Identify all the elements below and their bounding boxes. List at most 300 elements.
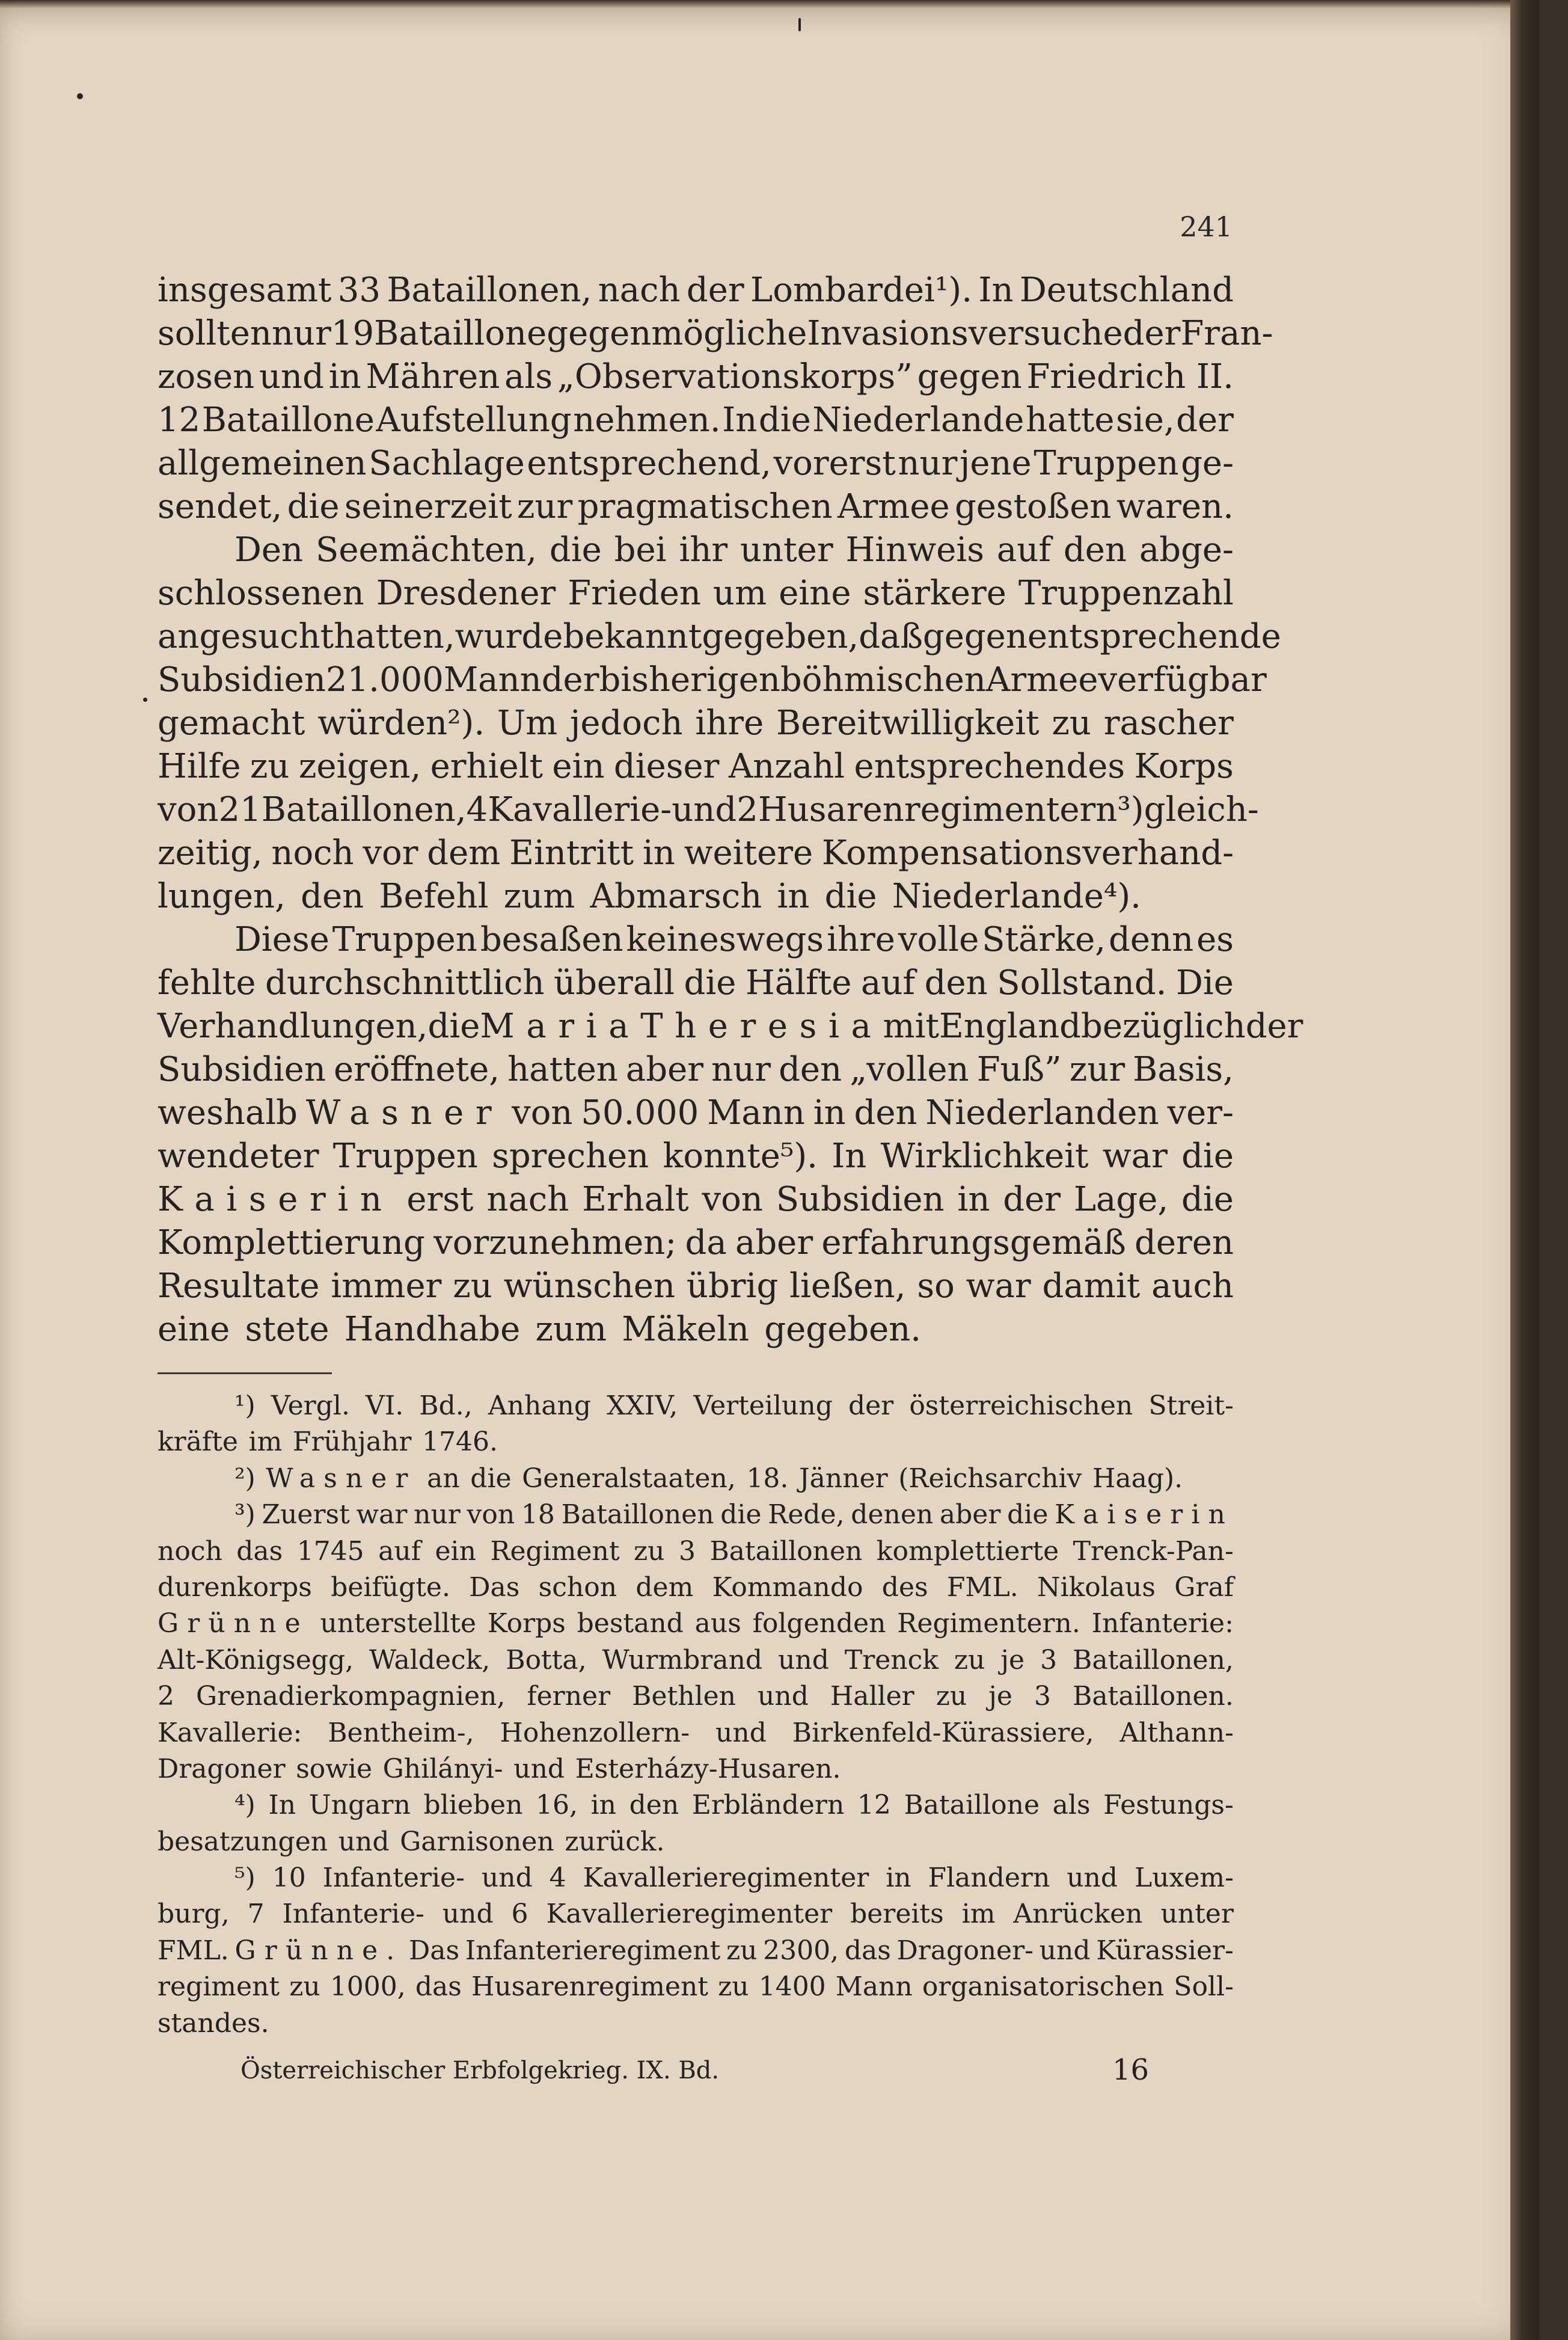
word: regiment xyxy=(158,1971,280,2003)
word: wünschen xyxy=(503,1267,676,1306)
word: verfügbar xyxy=(1098,660,1267,699)
word: zu xyxy=(718,1971,749,2003)
word: und xyxy=(513,1753,565,1784)
word: mit xyxy=(883,1007,940,1046)
word: 12 xyxy=(857,1790,891,1821)
word: dem xyxy=(427,834,501,873)
text-line xyxy=(158,486,1234,528)
word: bekanntgegeben, xyxy=(563,617,859,656)
word: von xyxy=(158,790,219,829)
word: in xyxy=(642,834,675,873)
word: war xyxy=(1102,1137,1168,1176)
word: Luxem- xyxy=(1134,1862,1234,1894)
scan-top-edge xyxy=(0,0,1539,8)
page-footer xyxy=(240,2053,1150,2093)
footnotes xyxy=(158,1388,1234,2042)
word: 4 xyxy=(549,1862,566,1894)
word: so xyxy=(917,1267,955,1306)
footnote-line xyxy=(158,1860,1234,1896)
word: würden²). xyxy=(317,704,485,743)
word: nur xyxy=(898,444,958,483)
word: sowie xyxy=(296,1753,373,1784)
text-line xyxy=(158,1049,1234,1091)
word: Erhalt xyxy=(582,1180,689,1219)
main-text xyxy=(158,269,1303,1352)
word: eine xyxy=(158,1310,230,1349)
word: 3 xyxy=(678,1535,696,1567)
word: Festungs- xyxy=(1103,1790,1234,1821)
word: ihr xyxy=(679,530,728,570)
word: Husarenregimentern³) xyxy=(758,790,1144,829)
word: Bataillone xyxy=(904,1790,1040,1821)
text-line xyxy=(158,1135,1234,1178)
word: auf xyxy=(378,1535,421,1567)
word: sendet, xyxy=(158,487,283,526)
word: Wasner xyxy=(266,1463,417,1494)
word: Invasionsversuche xyxy=(807,314,1123,353)
word: Fran- xyxy=(1180,314,1273,353)
word: nur xyxy=(271,314,331,353)
word: zu xyxy=(289,1971,320,2003)
word: schlossenen xyxy=(158,574,364,613)
word: es xyxy=(1196,920,1234,959)
word: Diese xyxy=(234,920,329,959)
word: dem xyxy=(635,1571,694,1603)
word: ver- xyxy=(1167,1093,1234,1132)
word: 50.000 xyxy=(581,1093,699,1132)
word: ein xyxy=(552,747,605,786)
word: Dragoner xyxy=(158,1753,286,1784)
word: aber xyxy=(625,1050,704,1089)
word: zeitig, xyxy=(158,834,263,873)
word: Haag). xyxy=(1092,1463,1183,1494)
word: den xyxy=(779,1050,842,1089)
word: Anrücken xyxy=(1013,1899,1143,1930)
word: Bataillonen, xyxy=(387,271,592,310)
word: und xyxy=(1067,1862,1118,1894)
word: Verteilung xyxy=(693,1390,833,1421)
word: Trenck xyxy=(844,1644,939,1675)
word: Infanterie- xyxy=(322,1862,465,1894)
word: Infanterie: xyxy=(1091,1608,1234,1639)
word: Kaiserin xyxy=(158,1180,394,1219)
word: seinerzeit xyxy=(344,487,512,526)
word: besaßen xyxy=(480,920,623,959)
word: als xyxy=(504,357,553,396)
text-line xyxy=(158,269,1234,312)
text-line xyxy=(158,962,1234,1004)
word: in xyxy=(590,1790,617,1821)
word: FML. xyxy=(158,1935,229,1966)
word: in xyxy=(957,1180,990,1219)
footnote-line xyxy=(158,1497,1234,1532)
word: den xyxy=(924,963,988,1003)
text-line xyxy=(158,876,1234,918)
word: die xyxy=(1181,1180,1234,1219)
word: in xyxy=(777,877,810,916)
word: zum xyxy=(503,877,575,916)
word: insgesamt xyxy=(158,271,332,310)
word: von xyxy=(702,1180,763,1219)
word: zeigen, xyxy=(298,747,421,786)
word: als xyxy=(1052,1790,1091,1821)
word: volle xyxy=(898,920,979,959)
word: Wurmbrand xyxy=(602,1644,763,1675)
word: stete xyxy=(245,1310,329,1349)
word: Bentheim-, xyxy=(328,1717,474,1748)
word: Deutschland xyxy=(1019,271,1234,310)
word: angesucht xyxy=(158,617,334,656)
word: zur xyxy=(1069,1050,1125,1089)
word: von xyxy=(467,1499,515,1531)
word: eröffnete, xyxy=(333,1050,500,1089)
word: gleich- xyxy=(1144,790,1259,829)
text-line xyxy=(158,313,1273,355)
text-line xyxy=(158,1309,1234,1351)
word: und xyxy=(259,357,324,396)
word: je xyxy=(988,1681,1012,1712)
word: Aufstellung xyxy=(376,401,572,440)
word: Frieden xyxy=(568,574,701,613)
word: Bataillonen, xyxy=(261,790,467,829)
text-line xyxy=(158,1179,1234,1221)
word: österreichischen xyxy=(909,1390,1133,1421)
word: Komplettierung xyxy=(158,1223,425,1262)
word: vorerst xyxy=(773,444,896,483)
word: die xyxy=(1181,1137,1234,1176)
word: jene xyxy=(959,444,1032,483)
word: 12 xyxy=(158,401,201,440)
word: Trenck-Pan- xyxy=(1073,1535,1234,1567)
word: und xyxy=(758,1681,809,1712)
word: Hilfe xyxy=(158,747,241,786)
word: 4 xyxy=(466,790,488,829)
word: Mann xyxy=(707,1093,805,1132)
word: abge- xyxy=(1139,530,1234,570)
word: 6 xyxy=(511,1899,528,1930)
word: Niederlanden xyxy=(925,1093,1159,1132)
word: „vollen xyxy=(850,1050,969,1089)
word: blieben xyxy=(423,1790,523,1821)
text-line xyxy=(158,746,1234,788)
word: Kavallerieregimenter xyxy=(583,1862,869,1894)
word: 10 xyxy=(272,1862,306,1894)
text-line xyxy=(158,356,1234,398)
word: und xyxy=(778,1644,829,1675)
footnote-line xyxy=(158,2006,1234,2041)
word: organisatorischen xyxy=(922,1971,1165,2003)
word: immer xyxy=(331,1267,442,1306)
word: den xyxy=(1063,530,1127,570)
word: aber xyxy=(939,1499,1001,1531)
word: Alt-Königsegg, xyxy=(158,1644,354,1675)
word: jedoch xyxy=(570,704,683,743)
word: noch xyxy=(271,834,354,873)
word: lungen, xyxy=(158,877,286,916)
word: Die xyxy=(1175,963,1234,1003)
word: Bataillonen, xyxy=(1073,1644,1234,1675)
word: bei xyxy=(614,530,667,570)
word: Stärke, xyxy=(982,920,1106,959)
word: und xyxy=(481,1862,533,1894)
word: In xyxy=(978,271,1014,310)
word: folgenden xyxy=(752,1608,886,1639)
word: nach xyxy=(598,271,681,310)
word: Truppen xyxy=(1034,444,1179,483)
word: sollten xyxy=(158,314,272,353)
footer-title: Österreichischer Erbfolgekrieg. IX. Bd. xyxy=(240,2057,720,2084)
word: Bereitwilligkeit xyxy=(776,704,1040,743)
word: vorzunehmen; xyxy=(433,1223,677,1262)
word: böhmischen xyxy=(780,660,986,699)
text-line xyxy=(158,616,1281,658)
word: aus xyxy=(694,1608,741,1639)
word: Eintritt xyxy=(509,834,634,873)
word: vor xyxy=(363,834,418,873)
word: 18 xyxy=(521,1499,555,1531)
word: gegen xyxy=(917,357,1022,396)
scan-speck xyxy=(143,698,147,702)
footnote-line xyxy=(158,1969,1234,2004)
footnote-line xyxy=(158,1388,1234,1423)
word: Subsidien xyxy=(158,660,326,699)
footnote-line xyxy=(158,1715,1234,1751)
word: besatzungen xyxy=(158,1826,328,1857)
word: Das xyxy=(408,1935,460,1966)
word: war xyxy=(356,1499,408,1531)
footnote-line xyxy=(158,1896,1234,1932)
word: entsprechend, xyxy=(527,444,771,483)
word: Streit- xyxy=(1148,1390,1234,1421)
word: erfahrungsgemäß xyxy=(821,1223,1126,1262)
word: durenkorps xyxy=(158,1571,312,1603)
word: der xyxy=(1122,314,1181,353)
word: 3 xyxy=(1040,1644,1058,1675)
word: Fuß” xyxy=(976,1050,1062,1089)
word: Lombardei¹). xyxy=(750,271,973,310)
word: wendeter xyxy=(158,1137,319,1176)
word: Flandern xyxy=(928,1862,1050,1894)
word: hatten xyxy=(507,1050,618,1089)
word: Maria xyxy=(480,1007,641,1046)
word: erst xyxy=(406,1180,474,1219)
word: die xyxy=(470,1463,512,1494)
word: FML. xyxy=(946,1571,1018,1603)
word: 18. xyxy=(746,1463,789,1494)
footnote-line xyxy=(158,1424,1234,1460)
word: ⁵) xyxy=(234,1862,256,1894)
word: hatte xyxy=(1025,401,1115,440)
word: deren xyxy=(1135,1223,1234,1262)
word: gegen xyxy=(922,617,1027,656)
word: 1000, xyxy=(329,1971,406,2003)
word: nach xyxy=(486,1180,569,1219)
word: denn xyxy=(1109,920,1194,959)
word: die xyxy=(758,401,811,440)
word: entsprechende xyxy=(1027,617,1281,656)
word: sprechen xyxy=(492,1137,649,1176)
signature-mark: 16 xyxy=(1112,2053,1150,2087)
word: zu xyxy=(936,1681,967,1712)
word: konnte⁵). xyxy=(663,1137,818,1176)
word: und xyxy=(338,1826,390,1857)
word: zur xyxy=(516,487,573,526)
word: In xyxy=(268,1790,296,1821)
word: war xyxy=(966,1267,1031,1306)
word: Anzahl xyxy=(728,747,845,786)
word: nehmen. xyxy=(573,401,721,440)
word: England xyxy=(939,1007,1082,1046)
word: Bataillone xyxy=(374,314,547,353)
word: das xyxy=(844,1935,891,1966)
word: Subsidien xyxy=(158,1050,326,1089)
word: 16, xyxy=(536,1790,578,1821)
word: zurück. xyxy=(565,1826,665,1857)
word: ferner xyxy=(527,1681,611,1712)
word: Haller xyxy=(830,1681,914,1712)
footnote-line xyxy=(158,1534,1234,1569)
word: Althann- xyxy=(1119,1717,1234,1748)
word: rascher xyxy=(1103,704,1234,743)
word: zu xyxy=(954,1644,985,1675)
word: 7 xyxy=(247,1899,265,1930)
word: ließen, xyxy=(789,1267,906,1306)
word: Den xyxy=(234,530,304,570)
word: Sollstand. xyxy=(997,963,1167,1003)
word: auf xyxy=(996,530,1052,570)
text-line xyxy=(158,573,1234,615)
word: XXIV, xyxy=(607,1390,678,1421)
word: Dresdener xyxy=(376,574,556,613)
word: zu xyxy=(250,747,290,786)
word: Wasner xyxy=(305,1093,504,1132)
word: Seemächten, xyxy=(315,530,537,570)
word: Regiment xyxy=(490,1535,620,1567)
word: ²) xyxy=(234,1463,256,1494)
word: die xyxy=(720,1499,762,1531)
text-line xyxy=(158,1092,1234,1134)
text-line xyxy=(158,399,1234,441)
word: Lage, xyxy=(1073,1180,1169,1219)
word: 21.000 xyxy=(325,660,444,699)
word: Handhabe xyxy=(344,1310,521,1349)
word: weshalb xyxy=(158,1093,298,1132)
word: ein xyxy=(435,1535,476,1567)
text-line xyxy=(158,832,1234,874)
word: bezüglich xyxy=(1081,1007,1246,1046)
word: der xyxy=(1003,1180,1061,1219)
word: aber xyxy=(735,1223,813,1262)
word: Sachlage xyxy=(369,444,525,483)
word: damit xyxy=(1042,1267,1141,1306)
word: in xyxy=(886,1862,911,1894)
word: Infanterie- xyxy=(282,1899,424,1930)
word: zu xyxy=(453,1267,492,1306)
word: (Reichsarchiv xyxy=(898,1463,1082,1494)
word: gestoßen xyxy=(954,487,1112,526)
word: den xyxy=(301,877,364,916)
word: fehlte xyxy=(158,963,256,1003)
word: Armee xyxy=(838,487,950,526)
footnote-line xyxy=(158,1678,1234,1714)
word: des xyxy=(881,1571,928,1603)
word: zum xyxy=(535,1310,607,1349)
word: Resultate xyxy=(158,1267,320,1306)
word: Korps xyxy=(487,1608,566,1639)
word: Mähren xyxy=(366,357,500,396)
word: Zuerst xyxy=(262,1499,350,1531)
word: 2 xyxy=(737,790,758,829)
word: gegeben. xyxy=(764,1310,922,1349)
footnote-separator xyxy=(158,1372,332,1374)
word: Erbländern xyxy=(691,1790,845,1821)
word: denen xyxy=(851,1499,934,1531)
text-line xyxy=(158,919,1234,961)
word: zu xyxy=(634,1535,665,1567)
word: im xyxy=(961,1899,996,1930)
word: der xyxy=(686,271,744,310)
word: nur xyxy=(711,1050,771,1089)
word: auch xyxy=(1151,1267,1234,1306)
word: nur xyxy=(414,1499,461,1531)
word: unter xyxy=(740,530,833,570)
word: die xyxy=(684,963,737,1003)
word: Befehl xyxy=(379,877,489,916)
word: 3 xyxy=(1034,1681,1051,1712)
word: die xyxy=(427,1007,480,1046)
word: die xyxy=(549,530,602,570)
word: erhielt xyxy=(430,747,544,786)
word: komplettierte xyxy=(876,1535,1059,1567)
word: Graf xyxy=(1174,1571,1234,1603)
word: Kürassier- xyxy=(1096,1935,1234,1966)
word: Grenadierkompagnien, xyxy=(196,1681,506,1712)
word: Infanterieregiment xyxy=(465,1935,721,1966)
word: schon xyxy=(538,1571,617,1603)
word: ihre xyxy=(695,704,764,743)
word: Bataillonen xyxy=(709,1535,863,1567)
word: Rede, xyxy=(768,1499,845,1531)
word: Hälfte xyxy=(745,963,852,1003)
word: in xyxy=(328,357,361,396)
word: eine xyxy=(779,574,851,613)
word: Soll- xyxy=(1174,1971,1234,2003)
word: auf xyxy=(860,963,916,1003)
word: Bataillone xyxy=(201,401,375,440)
word: der xyxy=(541,660,599,699)
word: je xyxy=(1000,1644,1025,1675)
word: Abmarsch xyxy=(590,877,762,916)
word: von xyxy=(512,1093,573,1132)
word: Garnisonen xyxy=(400,1826,554,1857)
word: Niederlande xyxy=(812,401,1024,440)
word: die xyxy=(824,877,877,916)
text-line xyxy=(158,789,1259,831)
word: Husarenregiment xyxy=(471,1971,708,2003)
word: zu xyxy=(726,1935,758,1966)
word: entsprechendes xyxy=(854,747,1125,786)
word: ihre xyxy=(827,920,895,959)
text-line xyxy=(158,443,1234,485)
word: kräfte xyxy=(158,1426,238,1458)
word: Bataillonen. xyxy=(1072,1681,1234,1712)
word: burg, xyxy=(158,1899,230,1930)
word: Dragoner- xyxy=(896,1935,1034,1966)
footnote-line xyxy=(158,1787,1234,1823)
word: noch xyxy=(158,1535,222,1567)
word: In xyxy=(722,401,758,440)
word: Kavallerie- xyxy=(488,790,672,829)
